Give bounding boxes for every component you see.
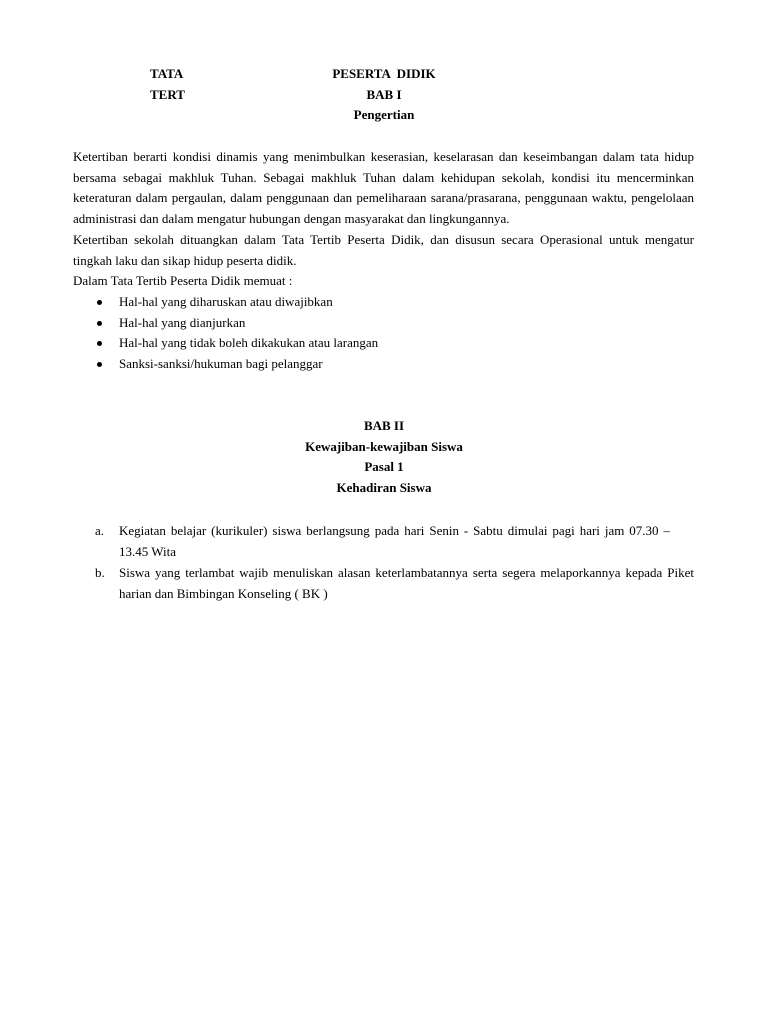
list-item-text: Hal-hal yang diharuskan atau diwajibkan — [119, 293, 333, 309]
list-item — [73, 520, 694, 562]
header-center-line1: PESERTA DIDIK — [332, 66, 436, 81]
chapter-title: Pengertian — [353, 107, 415, 122]
list-item — [73, 313, 694, 334]
list-item-text: Kegiatan belajar (kurikuler) siswa berlangsung pada hari Senin - Sabtu dimulai pagi hari jam 07.30 – 13.45 Wita — [119, 523, 670, 559]
chapter2-heading-block — [234, 416, 534, 499]
bullet-icon — [97, 321, 102, 326]
article-title: Kehadiran Siswa — [336, 480, 432, 496]
header-left-line2: TERT — [150, 86, 185, 102]
list-item-text: Siswa yang terlambat wajib menuliskan alasan keterlambatannya serta segera melaporkannya kepada Piket harian dan Bimbingan Konseling ( BK ) — [119, 565, 694, 601]
document-header — [0, 64, 768, 126]
bullet-icon — [97, 300, 102, 305]
ordered-list — [73, 520, 694, 604]
list-item — [73, 292, 694, 313]
bullet-icon — [97, 341, 102, 346]
chapter2-title: Kewajiban-kewajiban Siswa — [305, 438, 463, 454]
chapter-heading: BAB I — [366, 86, 402, 102]
paragraph-2: Ketertiban sekolah dituangkan dalam Tata Tertib Peserta Didik, dan disusun secara Operasional untuk mengatur tingkah laku dan sikap hidup peserta didik. — [73, 231, 694, 268]
header-left-line1: TATA — [150, 66, 184, 81]
bullet-icon — [97, 362, 102, 367]
list-item-text: Hal-hal yang tidak boleh dikakukan atau larangan — [119, 335, 379, 351]
list-item-text: Sanksi-sanksi/hukuman bagi pelanggar — [119, 355, 323, 371]
chapter1-body — [73, 147, 694, 375]
list-item-text: Hal-hal yang dianjurkan — [119, 314, 246, 330]
chapter2-heading: BAB II — [363, 418, 405, 433]
list-intro: Dalam Tata Tertib Peserta Didik memuat : — [73, 273, 293, 289]
list-item — [73, 354, 694, 375]
article-heading: Pasal 1 — [364, 459, 404, 475]
list-marker: a. — [95, 523, 105, 538]
bullet-list — [73, 292, 694, 375]
list-item — [73, 333, 694, 354]
paragraph-1: Ketertiban berarti kondisi dinamis yang menimbulkan keserasian, keselarasan dan keseimbangan dalam tata hidup bersama sebagai makhluk Tuhan. Sebagai makhluk Tuhan dalam kehidupan sekolah, kondisi itu mencerminkan keteraturan dalam pergaulan, dalam penggunaan dan pemeliharaan sarana/prasarana, penggunaan waktu, pengelolaan administrasi dan dalam mengatur hubungan dengan masyarakat dan lingkungannya. — [73, 149, 694, 227]
list-item — [73, 562, 694, 604]
list-marker: b. — [95, 565, 105, 580]
header-left-title — [150, 64, 185, 105]
header-center-title — [234, 64, 534, 126]
